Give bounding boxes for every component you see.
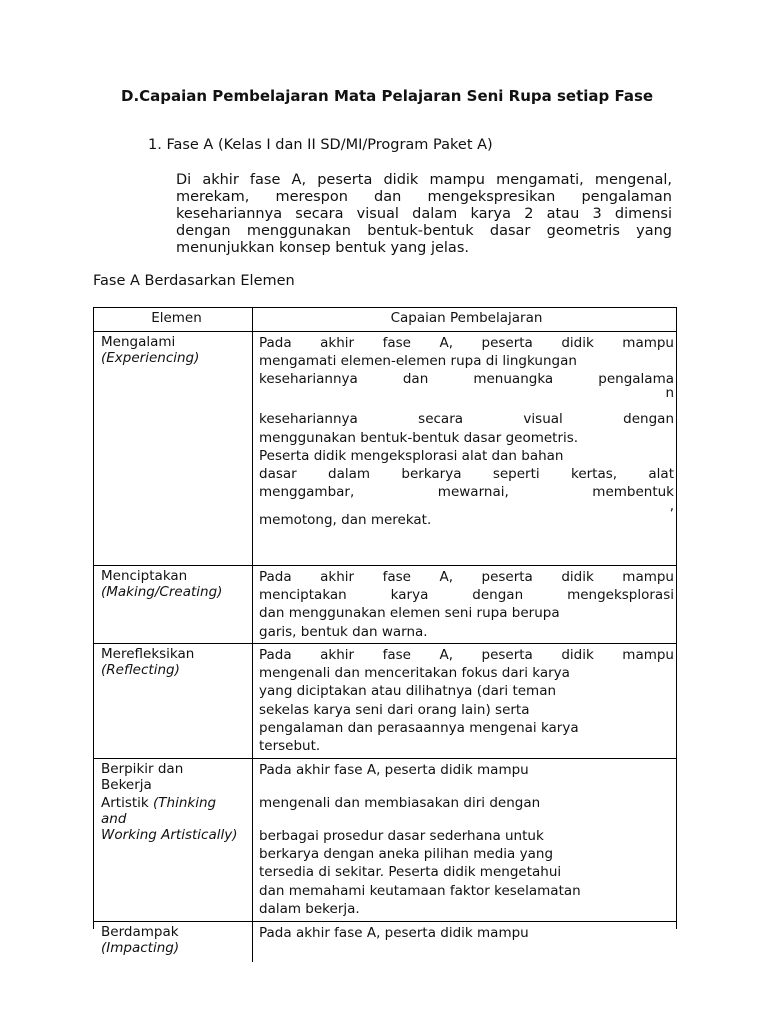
capaian-line: sekelas karya seni dari orang lain) serta — [259, 701, 530, 718]
table-row — [94, 644, 676, 759]
element-english: Working Artistically) — [101, 827, 238, 843]
capaian-line: kesehariannya dan menuangka pengalama — [259, 371, 674, 388]
element-cell — [94, 759, 253, 921]
capaian-line: garis, bentuk dan warna. — [259, 623, 428, 640]
element-english: (Experiencing) — [101, 350, 200, 366]
table-row — [94, 922, 676, 962]
capaian-line: Pada akhir fase A, peserta didik mampu — [259, 335, 674, 351]
capaian-line: yang diciptakan atau dilihatnya (dari teman — [259, 683, 557, 700]
paragraph-line: Di akhir fase A, peserta didik mampu mengamati, mengenal, — [176, 172, 672, 188]
element-name: Berdampak — [101, 924, 179, 940]
elements-table — [93, 307, 677, 956]
element-english: and — [101, 811, 127, 827]
section-heading: D.Capaian Pembelajaran Mata Pelajaran Seni Rupa setiap Fase — [121, 87, 654, 105]
capaian-line: menggunakan bentuk-bentuk dasar geometris. — [259, 429, 579, 446]
element-cell — [94, 566, 253, 643]
element-english: (Making/Creating) — [101, 584, 223, 600]
element-english: (Reflecting) — [101, 662, 180, 678]
capaian-line: Pada akhir fase A, peserta didik mampu — [259, 925, 529, 941]
paragraph-line: menunjukkan konsep bentuk yang jelas. — [176, 240, 469, 256]
table-row — [94, 332, 676, 566]
element-name: Merefleksikan — [101, 646, 195, 662]
capaian-line: tersedia di sekitar. Peserta didik mengetahui — [259, 864, 562, 881]
capaian-line: , — [669, 498, 674, 515]
capaian-line: dan menggunakan elemen seni rupa berupa — [259, 605, 560, 622]
spacer — [259, 398, 674, 410]
list-item-fase-a: 1. Fase A (Kelas I dan II SD/MI/Program Paket A) — [148, 137, 493, 153]
capaian-line: menggambar, mewarnai, membentuk — [259, 484, 674, 501]
element-name: Berpikir dan — [101, 761, 184, 777]
table-row — [94, 759, 676, 922]
capaian-line: berkarya dengan aneka pilihan media yang — [259, 846, 554, 863]
capaian-line: n — [665, 385, 674, 402]
capaian-line: dan memahami keutamaan faktor keselamatan — [259, 882, 581, 899]
capaian-line: Peserta didik mengeksplorasi alat dan bahan — [259, 447, 564, 464]
capaian-line: dalam bekerja. — [259, 900, 360, 917]
element-english-part: (Thinking — [153, 795, 217, 811]
element-english: (Impacting) — [101, 940, 180, 956]
capaian-cell — [253, 922, 676, 962]
fase-a-paragraph — [176, 172, 672, 257]
element-name — [101, 795, 252, 811]
capaian-cell — [253, 759, 676, 921]
paragraph-line: kesehariannya secara visual dalam karya 2 atau 3 dimensi — [176, 206, 672, 222]
table-row — [94, 566, 676, 644]
capaian-line: berbagai prosedur dasar sederhana untuk — [259, 828, 544, 844]
paragraph-line: merekam, merespon dan mengekspresikan pengalaman — [176, 189, 672, 205]
capaian-line: menciptakan karya dengan mengeksplorasi — [259, 587, 674, 604]
element-name: Bekerja — [101, 777, 152, 793]
element-name: Mengalami — [101, 334, 176, 350]
element-cell — [94, 922, 253, 962]
capaian-line: memotong, dan merekat. — [259, 512, 432, 529]
element-name: Menciptakan — [101, 568, 188, 584]
element-cell — [94, 644, 253, 758]
capaian-line: Pada akhir fase A, peserta didik mampu — [259, 762, 529, 778]
element-cell — [94, 332, 253, 565]
header-capaian: Capaian Pembelajaran — [390, 310, 543, 326]
capaian-line: Pada akhir fase A, peserta didik mampu — [259, 647, 674, 663]
capaian-cell — [253, 332, 676, 565]
capaian-line: mengenali dan membiasakan diri dengan — [259, 795, 541, 811]
capaian-line: mengenali dan menceritakan fokus dari karya — [259, 665, 570, 682]
capaian-line: dasar dalam berkarya seperti kertas, alat — [259, 465, 674, 482]
table-header-row — [94, 308, 676, 332]
capaian-line: mengamati elemen-elemen rupa di lingkungan — [259, 353, 577, 370]
element-name-part: Artistik — [101, 795, 154, 811]
table-caption: Fase A Berdasarkan Elemen — [93, 273, 295, 289]
capaian-line: kesehariannya secara visual dengan — [259, 411, 674, 428]
capaian-line: Pada akhir fase A, peserta didik mampu — [259, 569, 674, 585]
capaian-line: tersebut. — [259, 737, 321, 754]
capaian-cell — [253, 566, 676, 643]
header-elemen: Elemen — [94, 308, 253, 331]
capaian-line: pengalaman dan perasaannya mengenai karya — [259, 719, 579, 736]
capaian-cell — [253, 644, 676, 758]
paragraph-line: dengan menggunakan bentuk-bentuk dasar geometris yang — [176, 223, 672, 239]
